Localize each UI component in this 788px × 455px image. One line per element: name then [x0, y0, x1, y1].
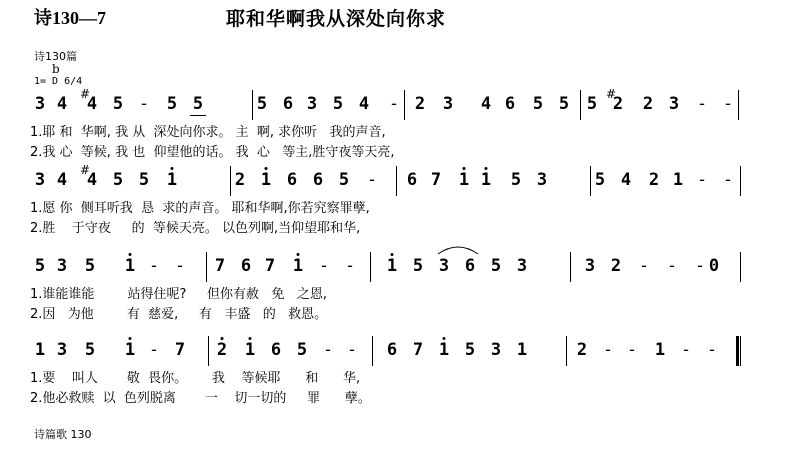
- note: 1: [672, 170, 684, 190]
- note: 5: [464, 340, 476, 360]
- note-dash: -: [696, 94, 708, 114]
- note-dash: -: [666, 256, 678, 276]
- note-dash: -: [706, 340, 718, 360]
- note: 2: [648, 170, 660, 190]
- note: 5: [84, 340, 96, 360]
- sharp-sign: #: [80, 163, 91, 177]
- hymn-number: 诗130—7: [34, 8, 106, 28]
- sharp-sign: #: [606, 87, 617, 101]
- note: 2: [414, 94, 426, 114]
- note: 7: [412, 340, 424, 360]
- note-dash: -: [680, 340, 692, 360]
- lyric-verse-2: 2.我 心 等候, 我 也 仰望他的话。 我 心 等主,胜守夜等天亮,: [30, 145, 395, 160]
- note: 1: [166, 170, 178, 190]
- note-dash: -: [148, 340, 160, 360]
- lyric-verse-2: 2.他必救赎 以 色列脱离 一 切一切的 罪 孽。: [30, 391, 371, 406]
- note-dash: -: [694, 256, 706, 276]
- note: 6: [464, 256, 476, 276]
- note: 3: [490, 340, 502, 360]
- lyric-verse-1: 1.愿 你 侧耳听我 恳 求的声音。 耶和华啊,你若究察罪孽,: [30, 201, 370, 216]
- note-dash: -: [174, 256, 186, 276]
- note: 1: [480, 170, 492, 190]
- lyric-verse-2: 2.因 为他 有 慈爱, 有 丰盛 的 救恩。: [30, 307, 328, 322]
- note: 5: [412, 256, 424, 276]
- note: 6: [504, 94, 516, 114]
- note: 2: [576, 340, 588, 360]
- note: 4: [358, 94, 370, 114]
- note: 1: [124, 256, 136, 276]
- note: 7: [174, 340, 186, 360]
- note: 5: [332, 94, 344, 114]
- note: 3: [442, 94, 454, 114]
- note: 6: [282, 94, 294, 114]
- note-dash: -: [602, 340, 614, 360]
- note: 3: [56, 340, 68, 360]
- note: 5: [112, 94, 124, 114]
- note: 3: [516, 256, 528, 276]
- note: 7: [214, 256, 226, 276]
- note: 5: [34, 256, 46, 276]
- note: 1: [260, 170, 272, 190]
- note: 1: [654, 340, 666, 360]
- note: 1: [124, 340, 136, 360]
- note: 2: [216, 340, 228, 360]
- lyric-verse-1: 1.耶 和 华啊, 我 从 深处向你求。 主 啊, 求你听 我的声音,: [30, 125, 386, 140]
- lyric-verse-1: 1.谁能谁能 站得住呢? 但你有赦 免 之恩,: [30, 287, 327, 302]
- note-dash: -: [344, 256, 356, 276]
- note-dash: -: [626, 340, 638, 360]
- note: 3: [306, 94, 318, 114]
- note: 5: [112, 170, 124, 190]
- note: 7: [430, 170, 442, 190]
- note: 2: [234, 170, 246, 190]
- note: 7: [264, 256, 276, 276]
- note: 1: [292, 256, 304, 276]
- note-dash: -: [722, 94, 734, 114]
- note: 6: [386, 340, 398, 360]
- note: 4: [86, 94, 98, 114]
- note-dash: -: [148, 256, 160, 276]
- note: 5: [138, 170, 150, 190]
- note: 1: [34, 340, 46, 360]
- note: 5: [532, 94, 544, 114]
- note: 5: [338, 170, 350, 190]
- note-dash: -: [638, 256, 650, 276]
- note: 3: [56, 256, 68, 276]
- note: 3: [536, 170, 548, 190]
- note: 6: [312, 170, 324, 190]
- note: 1: [386, 256, 398, 276]
- note: 0: [708, 256, 720, 276]
- note-dash: -: [696, 170, 708, 190]
- footer-label: 诗篇歌 130: [34, 428, 92, 441]
- source-label: 诗130篇: [34, 50, 77, 63]
- key-signature: 1= D 6/4: [34, 76, 83, 87]
- note: 3: [438, 256, 450, 276]
- note-dash: -: [388, 94, 400, 114]
- note: 4: [620, 170, 632, 190]
- sharp-sign: #: [80, 87, 91, 101]
- note: 5: [192, 94, 204, 114]
- note: 2: [610, 256, 622, 276]
- note-dash: -: [318, 256, 330, 276]
- note: 5: [296, 340, 308, 360]
- note: 2: [612, 94, 624, 114]
- key-flat-sign: b: [52, 62, 60, 76]
- note: 1: [516, 340, 528, 360]
- note: 1: [458, 170, 470, 190]
- note: 5: [166, 94, 178, 114]
- lyric-verse-2: 2.胜 于守夜 的 等候天亮。 以色列啊,当仰望耶和华,: [30, 221, 361, 236]
- lyric-verse-1: 1.要 叫人 敬 畏你。 我 等候耶 和 华,: [30, 371, 361, 386]
- page-title: 耶和华啊我从深处向你求: [226, 9, 447, 30]
- note-dash: -: [346, 340, 358, 360]
- note: 1: [244, 340, 256, 360]
- note: 6: [406, 170, 418, 190]
- note: 6: [270, 340, 282, 360]
- note-dash: -: [138, 94, 150, 114]
- note: 3: [668, 94, 680, 114]
- note: 6: [240, 256, 252, 276]
- note: 5: [84, 256, 96, 276]
- note: 4: [56, 94, 68, 114]
- note: 5: [256, 94, 268, 114]
- note: 3: [34, 94, 46, 114]
- note: 4: [480, 94, 492, 114]
- note: 3: [34, 170, 46, 190]
- note: 3: [584, 256, 596, 276]
- note-dash: -: [722, 170, 734, 190]
- note: 5: [510, 170, 522, 190]
- note: 2: [642, 94, 654, 114]
- note: 5: [594, 170, 606, 190]
- note: 5: [586, 94, 598, 114]
- note: 5: [558, 94, 570, 114]
- note: 5: [490, 256, 502, 276]
- note-dash: -: [366, 170, 378, 190]
- note: 6: [286, 170, 298, 190]
- note: 1: [438, 340, 450, 360]
- note: 4: [56, 170, 68, 190]
- note-dash: -: [322, 340, 334, 360]
- note: 4: [86, 170, 98, 190]
